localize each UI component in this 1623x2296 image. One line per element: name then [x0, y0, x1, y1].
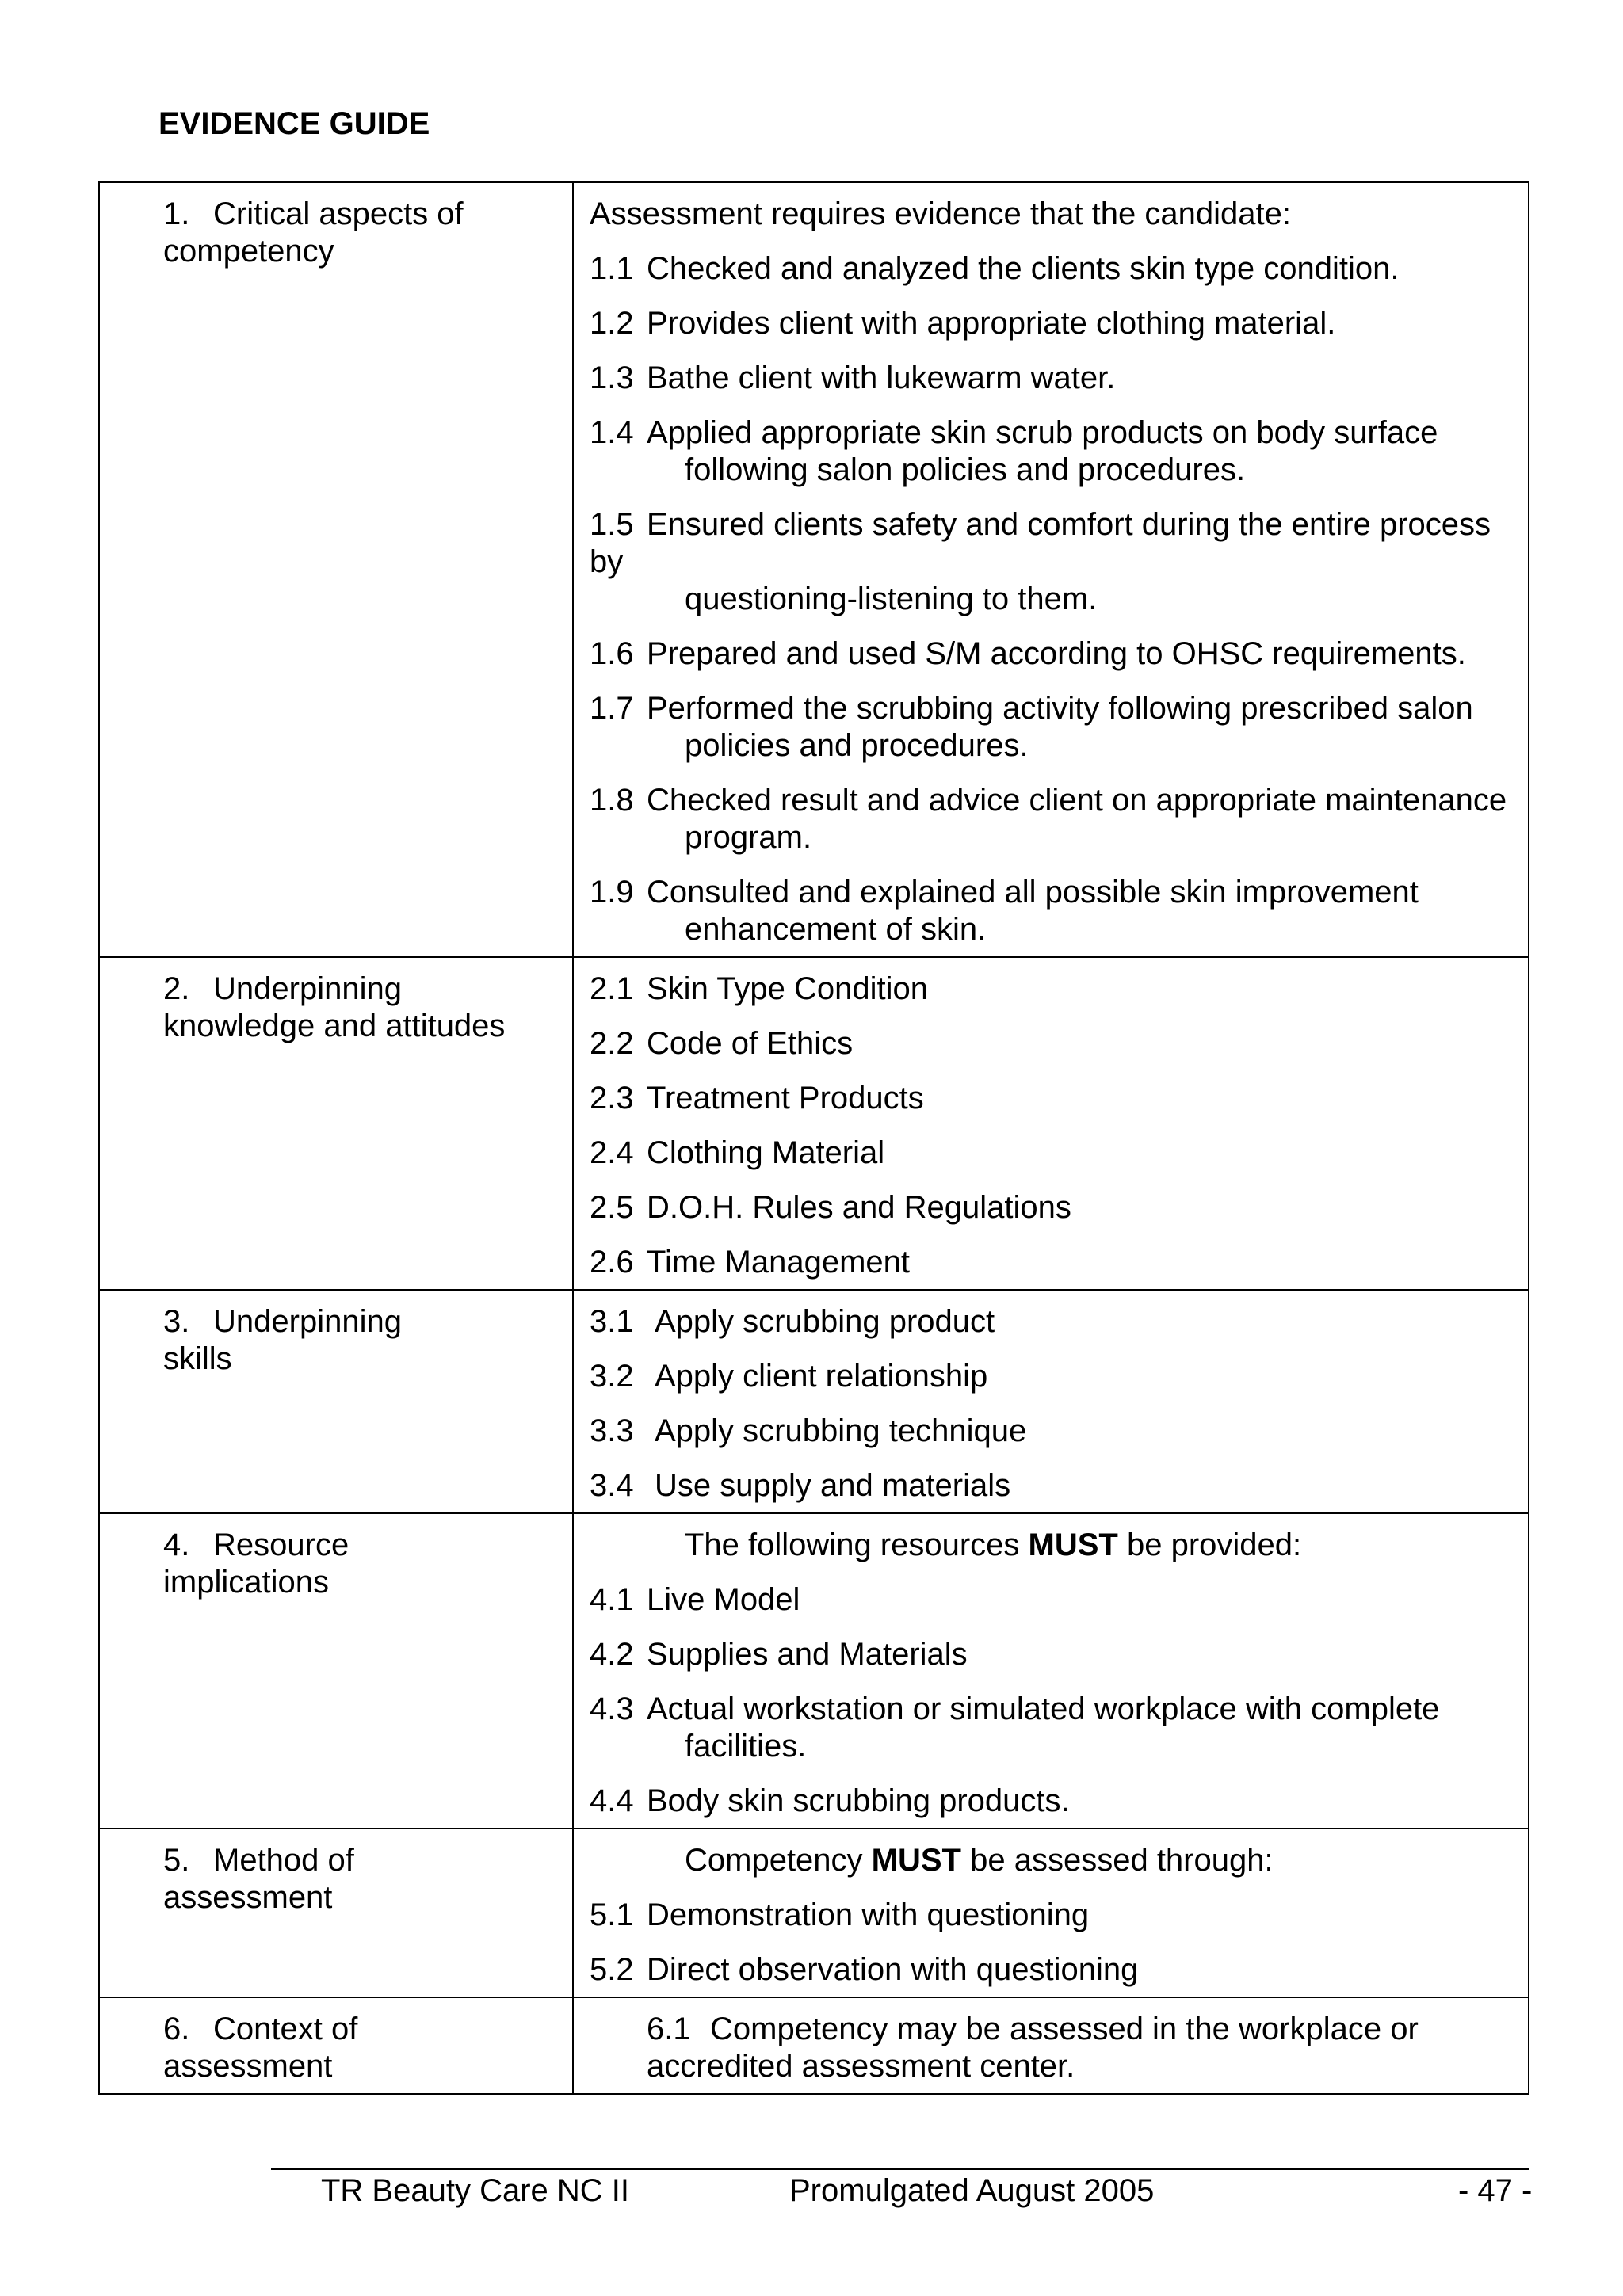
item-text: Live Model: [647, 1582, 800, 1617]
item-code: 3.4: [590, 1468, 634, 1503]
item-code: 3.2: [590, 1359, 634, 1394]
item-code: 1.2: [590, 306, 634, 341]
list-item: [590, 971, 1512, 1008]
row-content-cell: [573, 1829, 1529, 1997]
item-text: Competency may be assessed in the workplace or: [710, 2012, 1419, 2046]
row-content-cell: [573, 957, 1529, 1290]
item-text: Apply client relationship: [655, 1359, 988, 1394]
item-continuation: policies and procedures.: [685, 728, 1029, 763]
item-continuation: program.: [685, 820, 812, 855]
row-content-cell: [573, 182, 1529, 957]
item-code: 4.1: [590, 1582, 634, 1617]
list-item: [590, 1244, 1512, 1281]
item-text: Performed the scrubbing activity following prescribed salon: [647, 691, 1473, 726]
item-text: Code of Ethics: [647, 1026, 854, 1061]
item-code: 2.2: [590, 1026, 634, 1061]
item-text: Apply scrubbing product: [655, 1304, 995, 1339]
footer-divider: [271, 2168, 1529, 2170]
list-item: [590, 1691, 1512, 1765]
row-label-rest: skills: [163, 1341, 232, 1376]
item-continuation: accredited assessment center.: [647, 2049, 1075, 2084]
list-item: [590, 1080, 1512, 1117]
list-item: [590, 360, 1512, 397]
evidence-guide-table: [98, 181, 1529, 2095]
row-number: 5.: [163, 1843, 190, 1878]
item-text: Checked result and advice client on appropriate maintenance: [647, 783, 1507, 818]
row-label: [163, 196, 556, 270]
row-number: 3.: [163, 1304, 190, 1339]
list-item: [590, 506, 1512, 618]
item-text: Bathe client with lukewarm water.: [647, 360, 1116, 395]
intro-text: be assessed through:: [961, 1843, 1274, 1878]
table-row: [99, 1290, 1529, 1513]
list-item: [590, 1025, 1512, 1062]
table-row: [99, 957, 1529, 1290]
item-code: 1.1: [590, 251, 634, 286]
intro-emphasis: MUST: [871, 1843, 961, 1878]
row-intro: [590, 1842, 1512, 1879]
item-code: 2.1: [590, 971, 634, 1006]
item-code: 1.5: [590, 507, 634, 542]
row-label-line1: Resource: [213, 1527, 349, 1562]
intro-text: The following resources: [685, 1527, 1029, 1562]
row-label-rest: implications: [163, 1565, 329, 1600]
row-label-line1: Underpinning: [213, 1304, 402, 1339]
item-text: Skin Type Condition: [647, 971, 929, 1006]
list-item: [590, 1951, 1512, 1989]
item-code: 1.7: [590, 691, 634, 726]
row-label-rest: assessment: [163, 1880, 333, 1915]
list-item: [590, 1636, 1512, 1673]
item-continuation: enhancement of skin.: [685, 912, 987, 947]
list-item: [590, 414, 1512, 489]
row-label-cell: [99, 1997, 573, 2094]
intro-text: Competency: [685, 1843, 872, 1878]
row-label: [163, 1303, 556, 1378]
item-code: 5.2: [590, 1952, 634, 1987]
item-code: 1.9: [590, 875, 634, 910]
item-code: 4.3: [590, 1691, 634, 1726]
list-item: [590, 1303, 1512, 1341]
list-item: [590, 1413, 1512, 1450]
row-label-cell: [99, 182, 573, 957]
row-number: 2.: [163, 971, 190, 1006]
row-label: [163, 1842, 556, 1917]
footer-page-number: - 47 -: [1458, 2173, 1533, 2208]
item-code: 3.1: [590, 1304, 634, 1339]
row-label-rest: knowledge and attitudes: [163, 1009, 506, 1043]
row-label-cell: [99, 1513, 573, 1829]
item-code: 2.4: [590, 1135, 634, 1170]
row-label-cell: [99, 957, 573, 1290]
intro-emphasis: MUST: [1028, 1527, 1118, 1562]
item-text: Direct observation with questioning: [647, 1952, 1139, 1987]
item-code: 1.6: [590, 636, 634, 671]
list-item: [590, 1358, 1512, 1395]
item-code: 3.3: [590, 1413, 634, 1448]
list-item: [590, 1467, 1512, 1505]
table-row: [99, 1513, 1529, 1829]
item-text: Use supply and materials: [655, 1468, 1011, 1503]
item-code: 2.5: [590, 1190, 634, 1225]
row-label-rest: assessment: [163, 2049, 333, 2084]
list-item: [590, 1581, 1512, 1619]
list-item: [590, 782, 1512, 856]
row-number: 6.: [163, 2012, 190, 2046]
footer-left: TR Beauty Care NC II: [321, 2173, 630, 2208]
footer-center: Promulgated August 2005: [789, 2173, 1155, 2208]
list-item: [590, 2011, 1512, 2085]
item-text: Treatment Products: [647, 1081, 924, 1116]
row-label-cell: [99, 1829, 573, 1997]
row-label-line1: Context of: [213, 2012, 358, 2046]
list-item: [590, 1135, 1512, 1172]
row-content-cell: [573, 1290, 1529, 1513]
row-label-line1: Method of: [213, 1843, 354, 1878]
item-text: D.O.H. Rules and Regulations: [647, 1190, 1071, 1225]
item-code: 4.2: [590, 1637, 634, 1672]
page-title: EVIDENCE GUIDE: [158, 106, 430, 141]
item-code: 5.1: [590, 1897, 634, 1932]
row-label-line1: Underpinning: [213, 971, 402, 1006]
row-content-cell: [573, 1513, 1529, 1829]
list-item: [590, 1189, 1512, 1226]
item-code: 4.4: [590, 1783, 634, 1818]
list-item: [590, 874, 1512, 948]
item-text: Supplies and Materials: [647, 1637, 968, 1672]
list-item: [590, 1783, 1512, 1820]
list-item: [590, 305, 1512, 342]
item-code: 2.3: [590, 1081, 634, 1116]
item-code: 1.8: [590, 783, 634, 818]
row-number: 4.: [163, 1527, 190, 1562]
item-text: Applied appropriate skin scrub products on body surface: [647, 415, 1438, 450]
intro-text: be provided:: [1117, 1527, 1302, 1562]
list-item: [590, 635, 1512, 673]
table-row: [99, 182, 1529, 957]
row-label-rest: competency: [163, 234, 334, 269]
table-row: [99, 1997, 1529, 2094]
row-label-line1: Critical aspects of: [213, 196, 464, 231]
table-row: [99, 1829, 1529, 1997]
row-intro: Assessment requires evidence that the candidate:: [590, 196, 1291, 231]
item-text: Actual workstation or simulated workplace with complete: [647, 1691, 1440, 1726]
list-item: [590, 690, 1512, 765]
item-text: Consulted and explained all possible skin improvement: [647, 875, 1419, 910]
item-text: Clothing Material: [647, 1135, 885, 1170]
item-text: Checked and analyzed the clients skin type condition.: [647, 251, 1400, 286]
item-text: Prepared and used S/M according to OHSC requirements.: [647, 636, 1466, 671]
item-continuation: following salon policies and procedures.: [685, 452, 1246, 487]
list-item: [590, 1897, 1512, 1934]
row-label: [163, 1527, 556, 1601]
item-text: Provides client with appropriate clothing material.: [647, 306, 1336, 341]
item-continuation: facilities.: [685, 1729, 807, 1764]
item-continuation: questioning-listening to them.: [685, 582, 1098, 616]
row-intro: [590, 1527, 1512, 1564]
item-text: Ensured clients safety and comfort during the entire process by: [590, 507, 1491, 579]
item-code: 2.6: [590, 1245, 634, 1280]
row-number: 1.: [163, 196, 190, 231]
row-label-cell: [99, 1290, 573, 1513]
row-label: [163, 2011, 556, 2085]
item-text: Demonstration with questioning: [647, 1897, 1090, 1932]
item-text: Body skin scrubbing products.: [647, 1783, 1070, 1818]
item-code: 6.1: [647, 2012, 691, 2046]
item-code: 1.3: [590, 360, 634, 395]
row-content-cell: [573, 1997, 1529, 2094]
item-code: 1.4: [590, 415, 634, 450]
item-text: Time Management: [647, 1245, 910, 1280]
list-item: [590, 250, 1512, 288]
item-text: Apply scrubbing technique: [655, 1413, 1027, 1448]
row-label: [163, 971, 556, 1045]
